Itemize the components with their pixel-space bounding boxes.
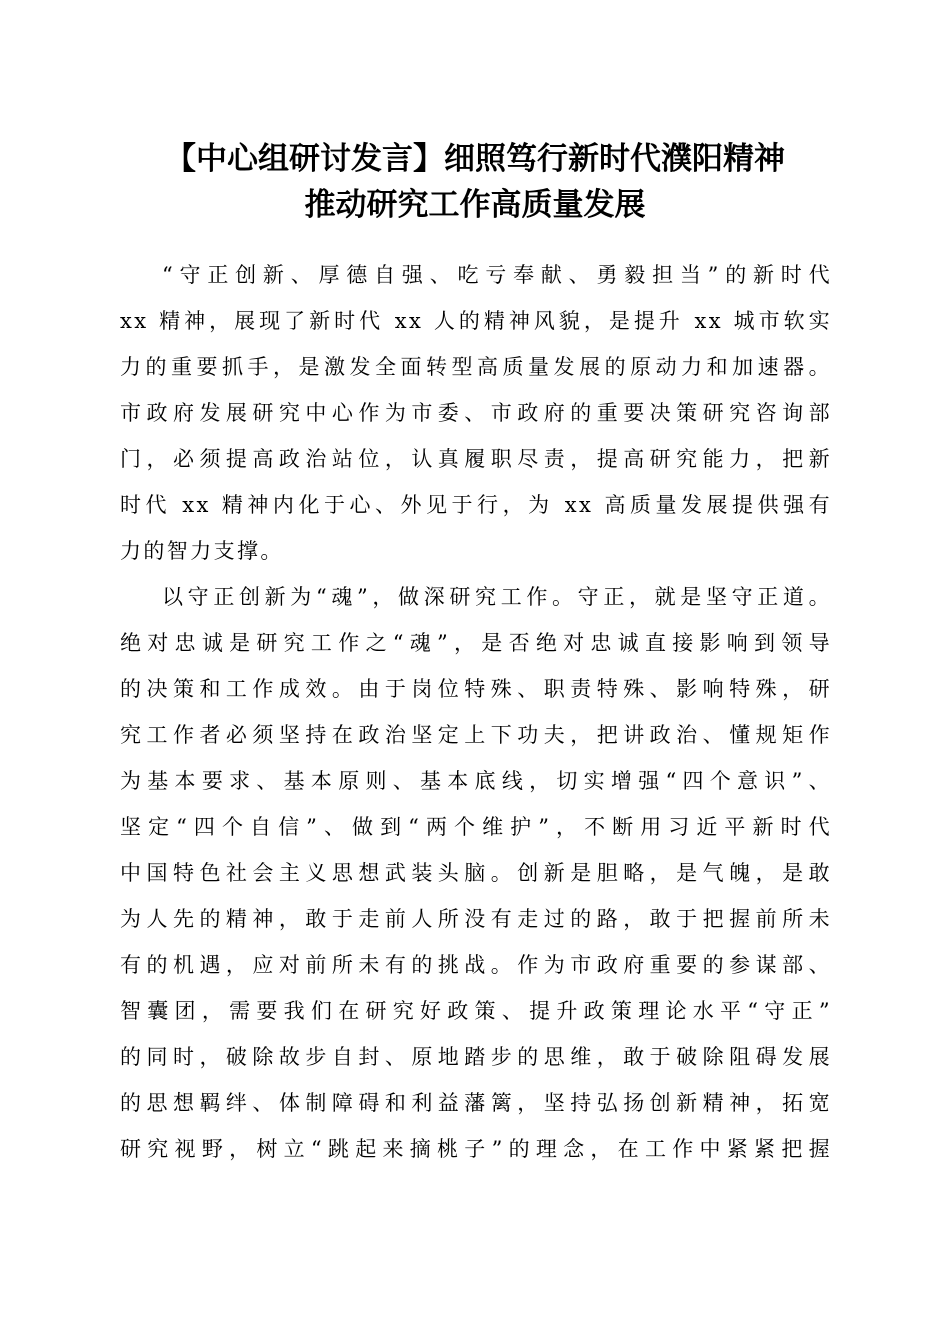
text-line: 时代 xx 精神内化于心、外见于行，为 xx 高质量发展提供强有	[120, 493, 832, 517]
title-line-2: 推动研究工作高质量发展	[304, 187, 646, 223]
text-line: 智囊团，需要我们在研究好政策、提升政策理论水平“守正”	[120, 999, 832, 1023]
text-line: 的决策和工作成效。由于岗位特殊、职责特殊、影响特殊，研	[120, 677, 832, 701]
text-line: 有的机遇，应对前所未有的挑战。作为市政府重要的参谋部、	[120, 953, 832, 977]
text-line: 以守正创新为“魂”，做深研究工作。守正，就是坚守正道。	[162, 585, 832, 609]
text-line: 为人先的精神，敢于走前人所没有走过的路，敢于把握前所未	[120, 907, 832, 931]
text-line: xx 精神，展现了新时代 xx 人的精神风貌，是提升 xx 城市软实	[120, 309, 832, 333]
paragraph-2	[120, 574, 832, 1172]
text-line: 研究视野，树立“跳起来摘桃子”的理念，在工作中紧紧把握	[120, 1137, 832, 1161]
text-line: 绝对忠诚是研究工作之“魂”，是否绝对忠诚直接影响到领导	[120, 631, 832, 655]
text-line: 中国特色社会主义思想武装头脑。创新是胆略，是气魄，是敢	[120, 861, 832, 885]
text-line: 为基本要求、基本原则、基本底线，切实增强“四个意识”、	[120, 769, 832, 793]
text-line: 究工作者必须坚持在政治坚定上下功夫，把讲政治、懂规矩作	[120, 723, 832, 747]
text-line: 的同时，破除故步自封、原地踏步的思维，敢于破除阻碍发展	[120, 1045, 832, 1069]
text-line: 市政府发展研究中心作为市委、市政府的重要决策研究咨询部	[120, 401, 832, 425]
document-body	[120, 252, 832, 1172]
title-line-1: 【中心组研讨发言】细照笃行新时代濮阳精神	[165, 141, 785, 177]
text-line: 力的智力支撑。	[120, 539, 284, 563]
document-title	[100, 136, 850, 228]
text-line: 门，必须提高政治站位，认真履职尽责，提高研究能力，把新	[120, 447, 832, 471]
text-line: “守正创新、厚德自强、吃亏奉献、勇毅担当”的新时代	[162, 263, 832, 287]
text-line: 力的重要抓手，是激发全面转型高质量发展的原动力和加速器。	[120, 355, 832, 379]
text-line: 的思想羁绊、体制障碍和利益藩篱，坚持弘扬创新精神，拓宽	[120, 1091, 832, 1115]
text-line: 坚定“四个自信”、做到“两个维护”，不断用习近平新时代	[120, 815, 832, 839]
paragraph-1	[120, 252, 832, 574]
